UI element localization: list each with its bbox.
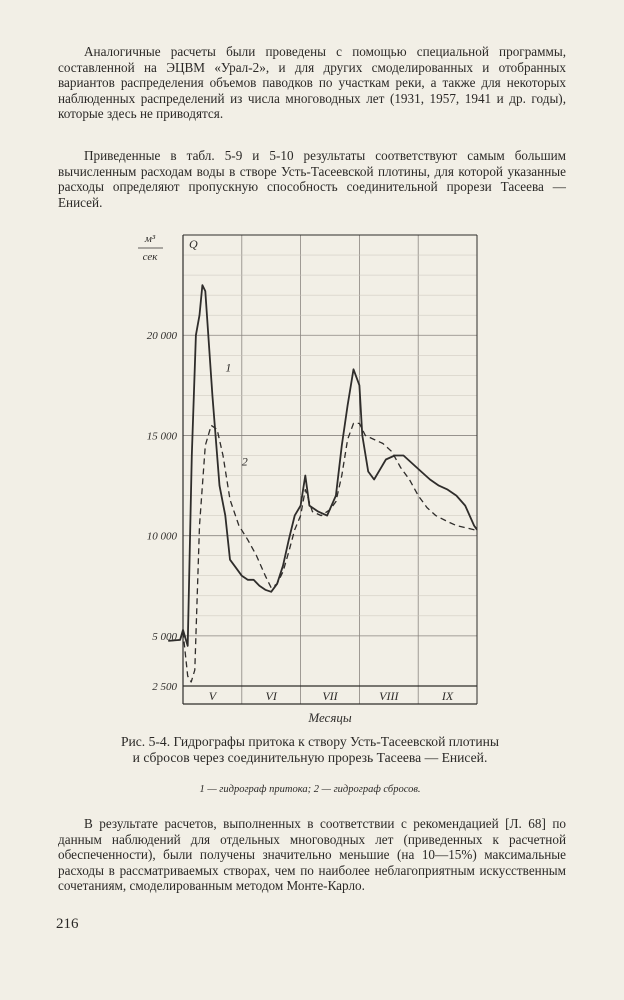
series-line-2 xyxy=(168,423,477,682)
chart-grid xyxy=(183,235,477,704)
paragraph-text: Аналогичные расчеты были проведены с помощью специальной программы, составленной на ЭЦВМ «Урал-2», и для других смоделированных и отобранных вариантов распределения объемов паводков по участкам реки, а также для некоторых наблюденных распределений из числа многоводных лет (1931, 1957, 1941 и др. годы), которые здесь не приводятся. xyxy=(58,44,566,122)
y-tick-label: 2 500 xyxy=(152,681,177,693)
curve-label: 2 xyxy=(241,454,248,469)
figure-legend-note: 1 — гидрограф притока; 2 — гидрограф сбросов. xyxy=(199,784,421,795)
paragraph-text: Приведенные в табл. 5-9 и 5-10 результаты соответствуют самым большим вычисленным расходам воды в створе Усть-Тасеевской плотины, для которой указанные расходы определяют пропускную способность соединительной прорези Тасеева — Енисей. xyxy=(58,148,566,210)
chart-axes xyxy=(183,235,477,704)
x-category-label: VIII xyxy=(379,689,399,703)
page-number: 216 xyxy=(56,916,79,932)
chart-labels xyxy=(138,233,352,725)
figure-caption: Рис. 5-4. Гидрографы притока к створу Усть-Тасеевской плотины и сбросов через соединительную прорезь Тасеева — Енисей. xyxy=(120,734,500,765)
paragraph-results xyxy=(58,148,566,210)
x-axis-label: Месяцы xyxy=(308,710,352,725)
paragraph-intro xyxy=(58,44,566,122)
paragraph-conclusion xyxy=(58,816,566,894)
series-line-1 xyxy=(168,285,477,646)
x-category-label: IX xyxy=(441,689,454,703)
paragraph-text: В результате расчетов, выполненных в соответствии с рекомендацией [Л. 68] по данным наблюдений для отдельных многоводных лет (приведенных к расчетной обеспеченности), были получены значительно меньшие (на 10—15%) максимальные расходы в рассматриваемых створах, чем по наиболее неблагоприятным искусственным сочетаниям, смоделированным методом Монте-Карло. xyxy=(58,816,566,894)
y-tick-label: 15 000 xyxy=(146,430,177,443)
y-unit-numerator: м³ xyxy=(144,233,156,245)
x-category-label: VII xyxy=(322,689,338,703)
chart-series xyxy=(168,285,477,682)
y-axis-symbol: Q xyxy=(189,237,198,251)
x-category-label: VI xyxy=(265,689,277,703)
hydrograph-chart xyxy=(120,228,500,728)
y-tick-label: 5 000 xyxy=(152,630,177,643)
y-tick-label: 10 000 xyxy=(146,530,177,543)
y-unit-denominator: сек xyxy=(142,251,158,263)
y-tick-label: 20 000 xyxy=(146,330,177,343)
curve-label: 1 xyxy=(225,360,232,375)
x-category-label: V xyxy=(208,689,217,703)
